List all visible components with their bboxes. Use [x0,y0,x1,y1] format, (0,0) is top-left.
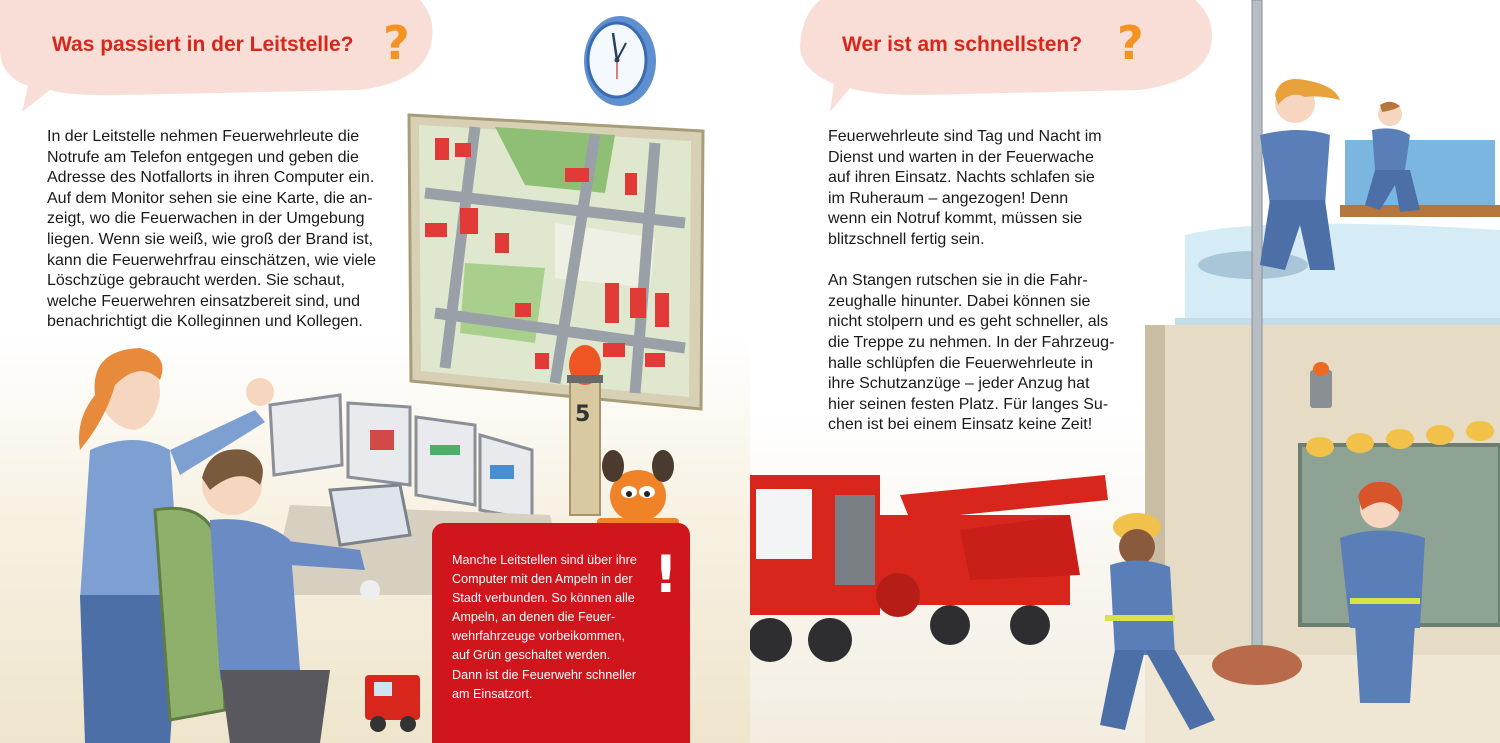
text-line: halle schlüpfen die Feuerwehrleute in [828,354,1094,372]
text-line: kann die Feuerwehrfrau einschätzen, wie viele [47,251,377,269]
left-heading-bubble [0,0,440,115]
clock-icon [580,13,658,109]
text-line: Feuerwehrleute sind Tag und Nacht im [828,128,1102,145]
info-line: auf Grün geschaltet werden. [452,648,611,663]
station-number: 5 [575,402,591,427]
text-line: wenn ein Notruf kommt, müssen sie [828,210,1083,228]
text-line: benachrichtigt die Kolleginnen und Kollegen. [47,313,363,331]
text-line: chen ist bei einem Einsatz keine Zeit! [828,416,1093,434]
mouse-mascot [593,448,683,528]
text-line: liegen. Wenn sie weiß, wie groß der Brand ist, [47,230,374,248]
toy-fire-truck [360,660,430,735]
info-line: wehrfahrzeuge vorbeikommen, [452,629,625,644]
text-line: Adresse des Notfallorts in ihren Computer ein. [47,169,375,187]
text-line: welche Feuerwehren einsatzbereit sind, und [47,292,361,310]
left-body-text [47,127,376,333]
text-line: In der Leitstelle nehmen Feuerwehrleute die [47,128,360,145]
text-line: Löschzüge gebraucht werden. Sie schaut, [47,272,345,290]
info-line: Ampeln, an denen die Feuer- [452,610,616,625]
text-line: im Ruheraum – angezogen! Denn [828,189,1069,207]
text-line: hier seinen festen Platz. Für langes Su- [828,395,1109,413]
text-line: nicht stolpern und es geht schneller, als [828,313,1109,331]
left-heading: Was passiert in der Leitstelle? [52,33,354,56]
text-line: Dienst und warten in der Feuerwache [828,148,1094,166]
firefighter-dressing [1330,478,1450,713]
paragraph-1 [828,127,1114,251]
text-line: zeigt, wo die Feuerwachen in der Umgebung [47,210,365,228]
text-line: blitzschnell fertig sein. [828,230,985,248]
child-on-bed [1350,100,1460,220]
text-line: zeughalle hinunter. Dabei können sie [828,292,1091,310]
info-box [432,523,690,743]
right-page [750,0,1500,743]
right-heading-bubble [800,0,1220,115]
text-line: Notrufe am Telefon entgegen und geben die [47,148,359,166]
info-line: Dann ist die Feuerwehr schneller [452,667,637,682]
text-line: ihre Schutzanzüge – jeder Anzug hat [828,375,1090,393]
text-line: die Treppe zu nehmen. In der Fahrzeug- [828,333,1115,351]
info-text [452,551,648,704]
right-heading: Wer ist am schnellsten? [842,33,1083,56]
info-line: am Einsatzort. [452,686,533,701]
right-question-mark: ? [1117,16,1144,70]
paragraph-2 [828,271,1114,436]
firefighter-walking [1085,505,1225,743]
info-line: Stadt verbunden. So können alle [452,591,635,606]
exclamation-mark: ! [654,545,678,605]
fire-truck [750,455,1115,665]
text-line: Auf dem Monitor sehen sie eine Karte, die an- [47,189,373,207]
text-line: An Stangen rutschen sie in die Fahr- [828,272,1088,290]
right-body-text [828,127,1114,436]
firefighter-sliding [1220,75,1360,280]
info-line: Manche Leitstellen sind über ihre [452,553,637,567]
left-question-mark: ? [383,16,410,70]
info-line: Computer mit den Ampeln in der [452,572,633,587]
text-line: auf ihren Einsatz. Nachts schlafen sie [828,169,1095,187]
